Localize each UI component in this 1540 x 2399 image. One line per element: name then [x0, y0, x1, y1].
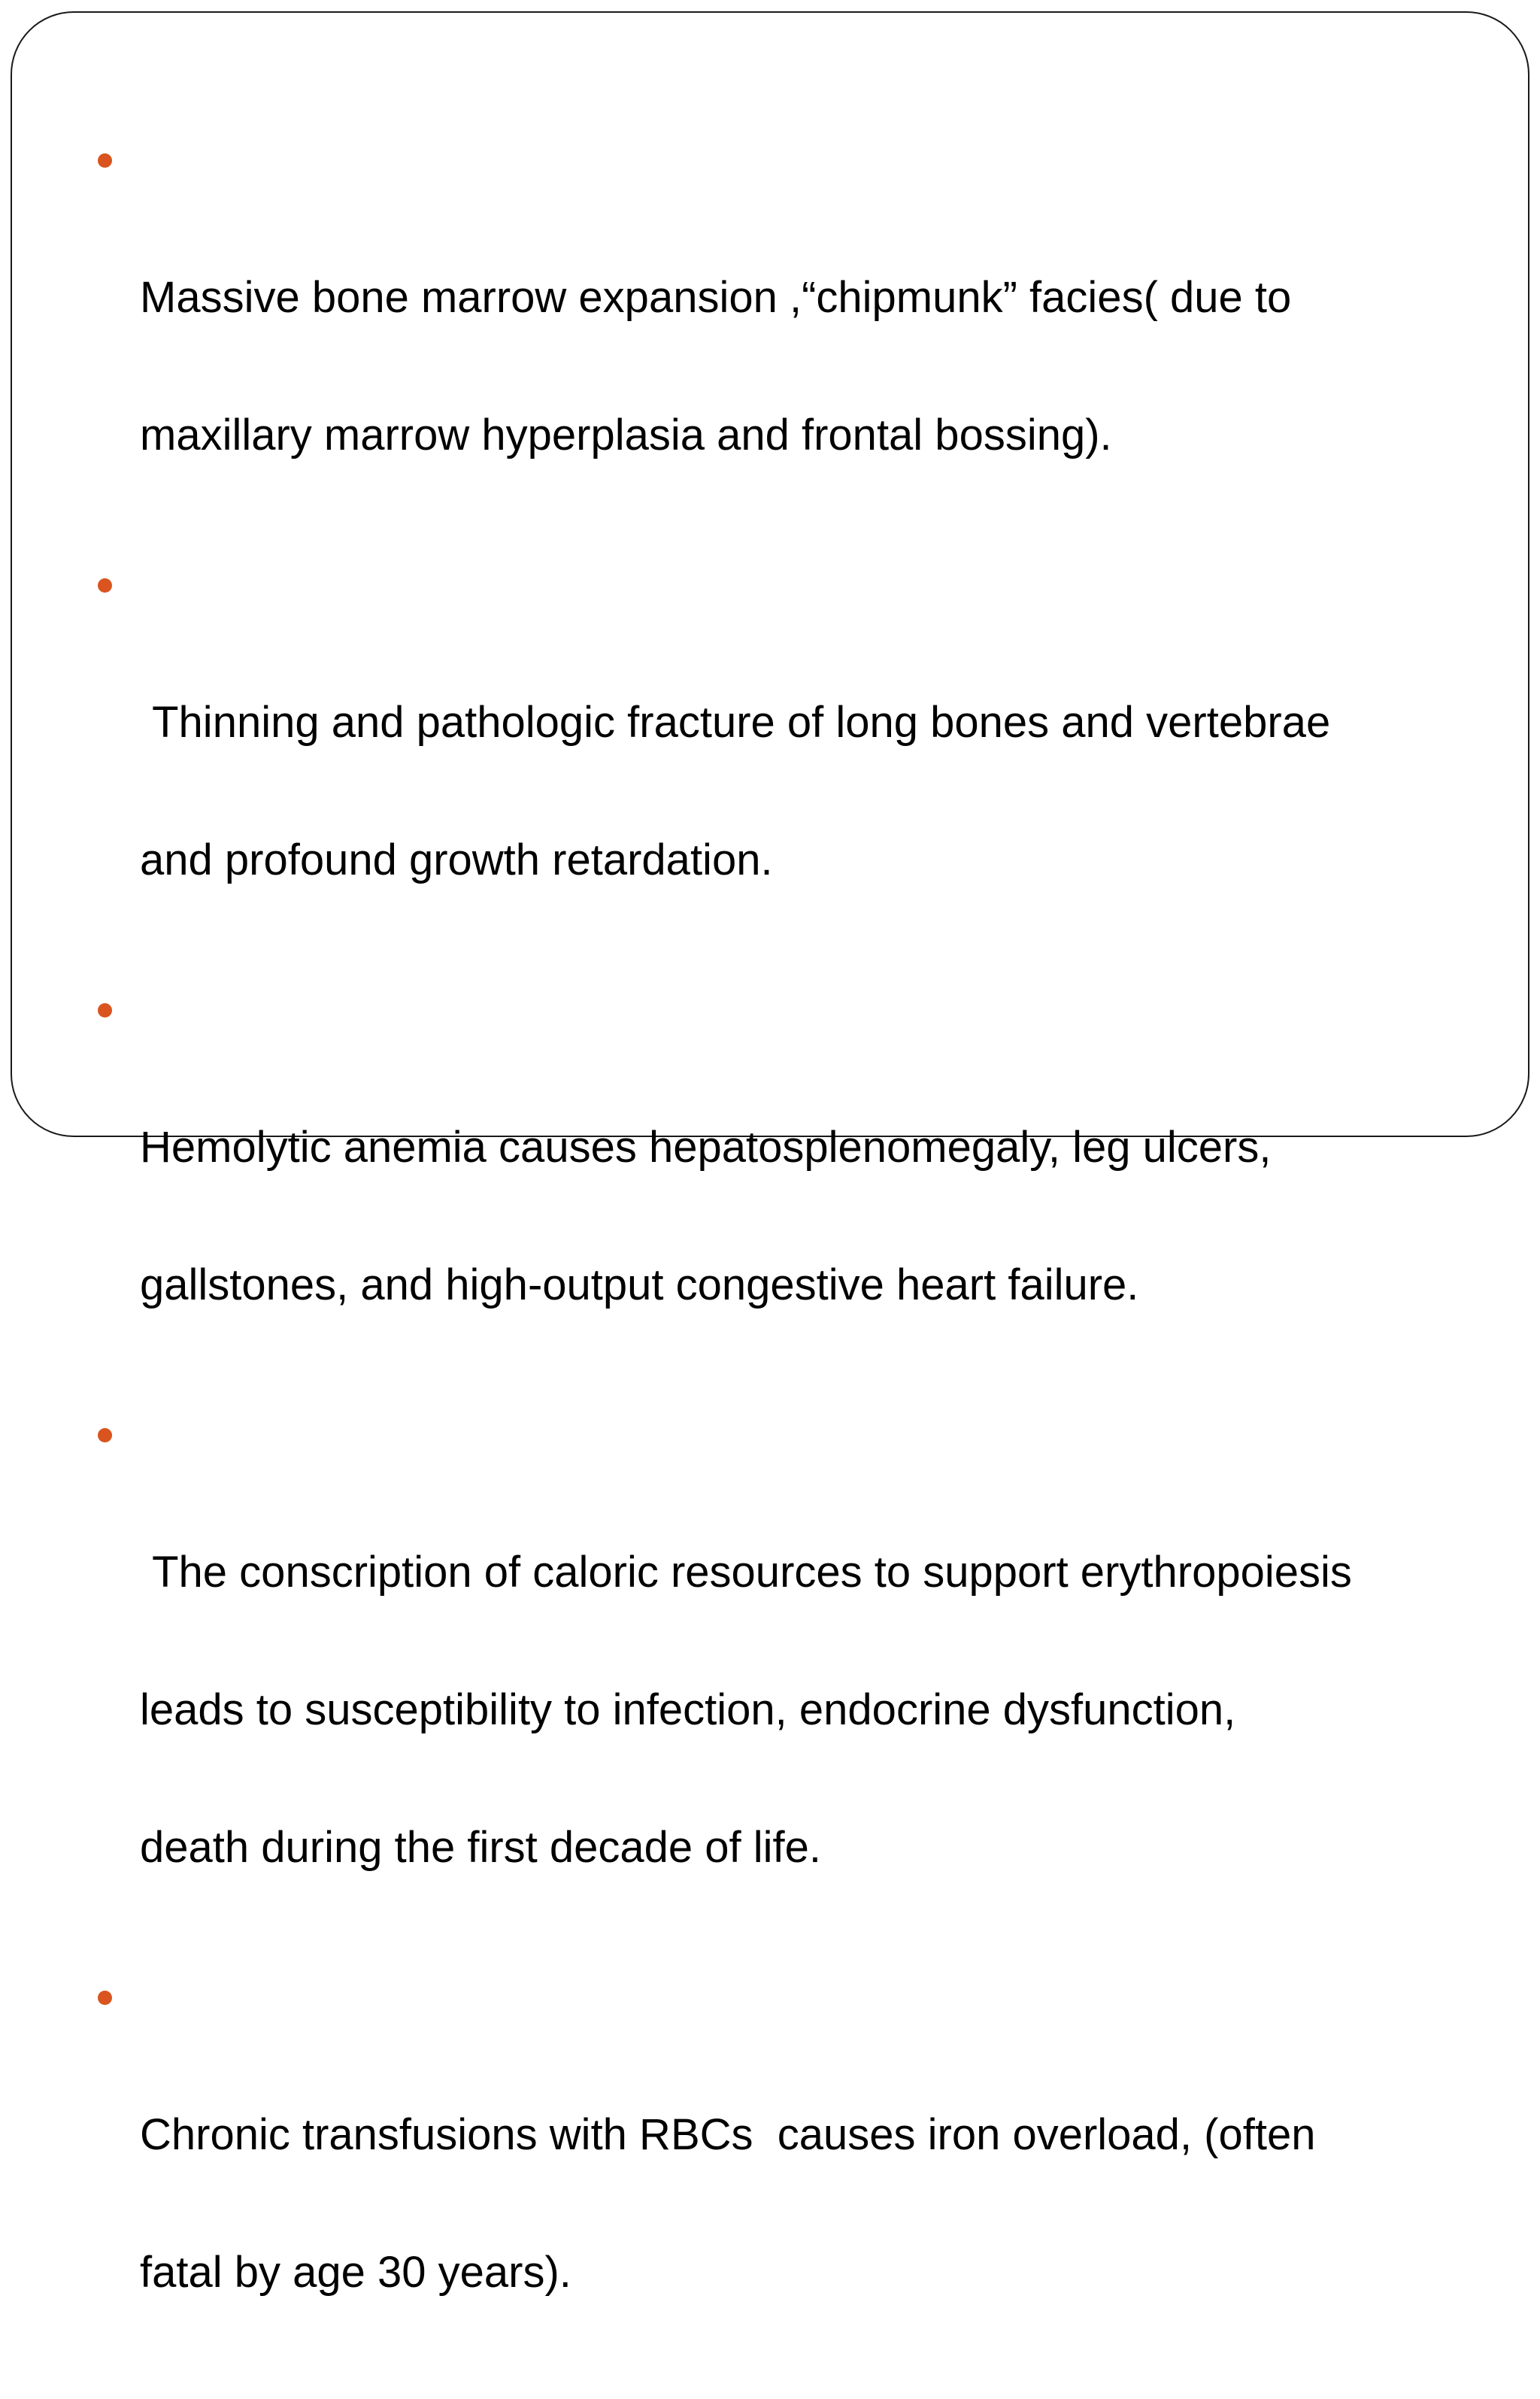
bullet-item-3: [93, 987, 1492, 1400]
bullet-item-2: [93, 562, 1492, 975]
bullet-line: and profound growth retardation.: [140, 836, 773, 884]
bullet-list: [93, 137, 1492, 2399]
bullet-line: Massive bone marrow expansion ,“chipmunk” facies( due to: [140, 273, 1292, 322]
bullet-item-5: [93, 1974, 1492, 2387]
bullet-line: Thinning and pathologic fracture of long bones and vertebrae: [140, 698, 1331, 747]
bullet-line: fatal by age 30 years).: [140, 2248, 571, 2297]
bullet-dot-icon: [98, 1428, 112, 1442]
bullet-line: gallstones, and high-output congestive heart failure.: [140, 1260, 1139, 1309]
bullet-item-1: [93, 137, 1492, 550]
bullet-line: maxillary marrow hyperplasia and frontal bossing).: [140, 411, 1112, 459]
bullet-line: Hemolytic anemia causes hepatosplenomegaly, leg ulcers,: [140, 1123, 1272, 1172]
bullet-line: leads to susceptibility to infection, endocrine dysfunction,: [140, 1685, 1236, 1734]
bullet-dot-icon: [98, 1991, 112, 2005]
bullet-line: Chronic transfusions with RBCs causes iron overload, (often: [140, 2110, 1316, 2159]
bullet-line: death during the first decade of life.: [140, 1823, 822, 1872]
bullet-dot-icon: [98, 578, 112, 593]
bullet-item-4: [93, 1412, 1492, 1962]
bullet-line: The conscription of caloric resources to support erythropoiesis: [140, 1548, 1352, 1597]
bullet-dot-icon: [98, 153, 112, 168]
bullet-dot-icon: [98, 1003, 112, 1018]
